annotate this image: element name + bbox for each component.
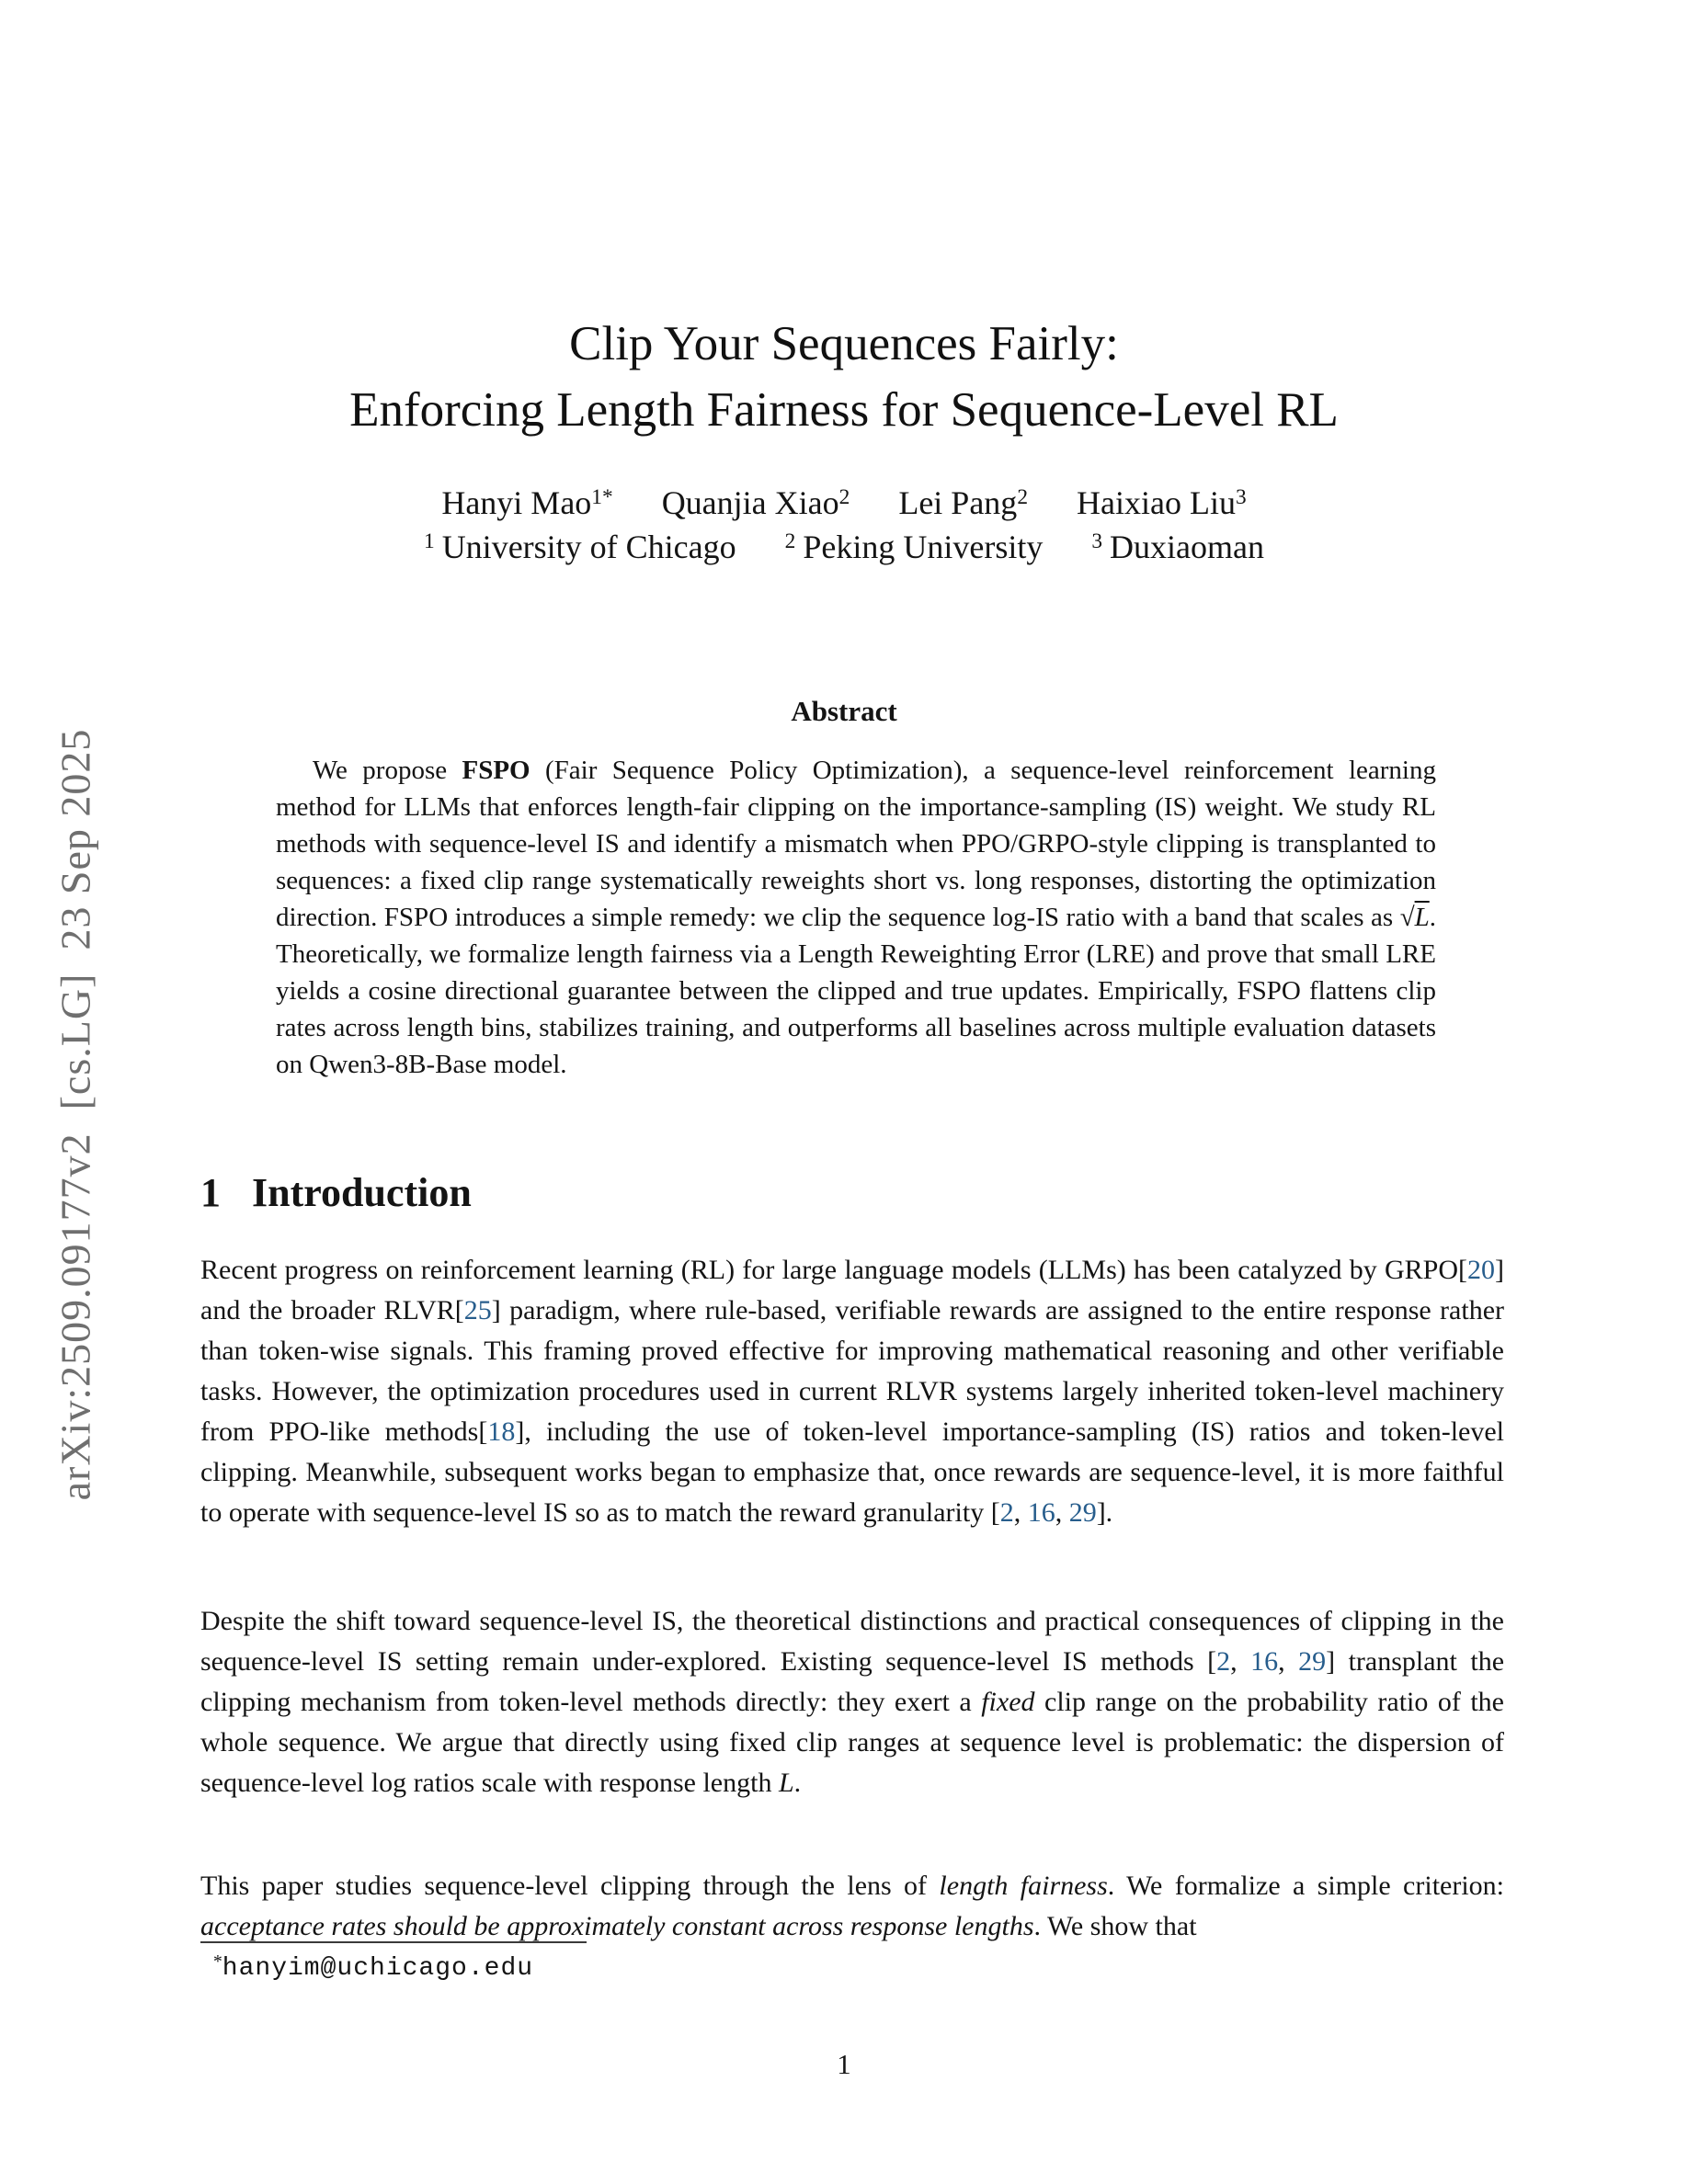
affil-name: Duxiaoman (1110, 529, 1264, 565)
text-segment: Despite the shift toward sequence-level IS, the theoretical distinctions and practical consequences of clipping in the sequence-level IS setting remain under-explored. Existing sequence-level IS methods [ (200, 1606, 1504, 1677)
text-segment: fixed (981, 1687, 1035, 1717)
citation-link[interactable]: 29 (1298, 1646, 1327, 1677)
text-segment: Recent progress on reinforcement learning (RL) for large language models (LLMs) has been catalyzed by GRPO[ (200, 1255, 1467, 1285)
affiliation-3 (1091, 529, 1264, 565)
section-title: Introduction (252, 1170, 472, 1215)
abstract-heading: Abstract (791, 695, 897, 727)
author-name: Hanyi Mao (441, 484, 592, 521)
text-segment: , (1230, 1646, 1251, 1677)
text-segment: FSPO (462, 756, 530, 785)
text-segment: √ (1399, 903, 1415, 932)
citation-link[interactable]: 29 (1068, 1497, 1097, 1528)
citation-link[interactable]: 25 (463, 1295, 492, 1325)
author-name: Quanjia Xiao (661, 484, 839, 521)
paper-title (0, 311, 1688, 443)
affil-mark: 3 (1091, 529, 1103, 554)
citation-link[interactable]: 18 (487, 1416, 516, 1447)
text-segment: L (1414, 903, 1430, 932)
footnote-rule (200, 1941, 587, 1943)
section-heading-introduction (200, 1169, 472, 1216)
text-segment: acceptance rates should be approximately constant across response lengths (200, 1911, 1034, 1941)
text-segment: ]. (1096, 1497, 1113, 1528)
text-segment: This paper studies sequence-level clipping through the lens of (200, 1871, 940, 1901)
arxiv-watermark: arXiv:2509.09177v2 [cs.LG] 23 Sep 2025 (51, 728, 99, 1501)
authors-row (0, 483, 1688, 522)
text-segment: length fairness (939, 1871, 1108, 1901)
citation-link[interactable]: 20 (1467, 1255, 1495, 1285)
intro-paragraph-2 (200, 1601, 1504, 1803)
author-footnote (213, 1952, 533, 1983)
affil-name: University of Chicago (441, 529, 736, 565)
text-segment: (Fair Sequence Policy Optimization), a sequence-level reinforcement learning method for LLMs that enforces length-fair clipping on the importance-sampling (IS) weight. We study RL methods with sequence-level IS and identify a mismatch when PPO/GRPO-style clipping is transplanted to sequences: a fixed clip range systematically reweights short vs. long responses, distorting the optimization direction. FSPO introduces a simple remedy: we clip the sequence log-IS ratio with a band that scales as (276, 756, 1436, 932)
citation-link[interactable]: 2 (1216, 1646, 1231, 1677)
text-segment: . (793, 1768, 802, 1798)
intro-paragraph-3 (200, 1866, 1504, 1947)
affiliations-row (0, 528, 1688, 566)
author-affil-mark: 3 (1235, 485, 1247, 510)
text-segment: ] and the broader RLVR[ (200, 1255, 1504, 1325)
footnote-mark: * (213, 1952, 222, 1973)
text-segment: ] transplant the clipping mechanism from token-level methods directly: they exert a (200, 1646, 1505, 1717)
text-segment: ], including the use of token-level importance-sampling (IS) ratios and token-level clipping. Meanwhile, subsequent works began to emphasize that, once rewards are sequence-level, it is more faithful to operate with sequence-level IS so as to match the reward granularity [ (200, 1416, 1504, 1528)
affiliation-2 (785, 529, 1044, 565)
text-segment: We propose (313, 756, 462, 785)
abstract-text (276, 752, 1436, 1083)
text-segment: , (1013, 1497, 1028, 1528)
text-segment: . Theoretically, we formalize length fairness via a Length Reweighting Error (LRE) and prove that small LRE yields a cosine directional guarantee between the clipped and true updates. Empirically, FSPO flattens clip rates across length bins, stabilizes training, and outperforms all baselines across multiple evaluation datasets on Qwen3-8B-Base model. (276, 903, 1436, 1079)
citation-link[interactable]: 16 (1027, 1497, 1055, 1528)
text-segment: ] paradigm, where rule-based, verifiable rewards are assigned to the entire response rather than token-wise signals. This framing proved effective for improving mathematical reasoning and other verifiable tasks. However, the optimization procedures used in current RLVR systems largely inherited token-level machinery from PPO-like methods[ (200, 1295, 1504, 1447)
paper-title-line1: Clip Your Sequences Fairly: (569, 317, 1119, 370)
text-segment: . We show that (1033, 1911, 1197, 1941)
section-number: 1 (200, 1170, 221, 1215)
author-name: Haixiao Liu (1077, 484, 1236, 521)
author-affil-mark: 2 (1017, 485, 1029, 510)
paper-title-line2: Enforcing Length Fairness for Sequence-Level RL (349, 383, 1339, 437)
affil-name: Peking University (803, 529, 1044, 565)
author-1 (441, 484, 612, 521)
author-3 (898, 484, 1028, 521)
affil-mark: 1 (423, 529, 435, 554)
text-segment: , (1055, 1497, 1069, 1528)
affil-mark: 2 (784, 529, 796, 554)
intro-paragraph-1 (200, 1250, 1504, 1533)
citation-link[interactable]: 16 (1250, 1646, 1279, 1677)
author-4 (1077, 484, 1247, 521)
author-name: Lei Pang (898, 484, 1018, 521)
author-affil-mark: 2 (838, 485, 850, 510)
author-affil-mark: 1* (591, 485, 613, 510)
page-number: 1 (837, 2048, 851, 2080)
author-2 (662, 484, 850, 521)
text-segment: clip range on the probability ratio of the whole sequence. We argue that directly using fixed clip ranges at sequence level is problematic: the dispersion of sequence-level log ratios scale with response length (200, 1687, 1504, 1798)
footnote-email: hanyim@uchicago.edu (222, 1954, 534, 1983)
text-segment: , (1278, 1646, 1299, 1677)
citation-link[interactable]: 2 (999, 1497, 1014, 1528)
text-segment: . We formalize a simple criterion: (1107, 1871, 1504, 1901)
text-segment: L (778, 1768, 794, 1798)
affiliation-1 (424, 529, 736, 565)
